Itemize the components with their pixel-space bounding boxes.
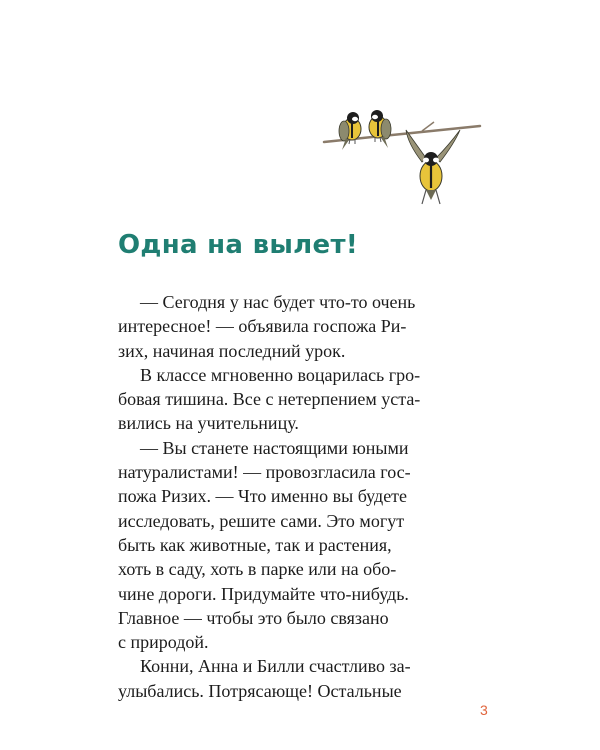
- text-line: быть как животные, так и растения,: [118, 534, 392, 555]
- text-line: с природой.: [118, 632, 209, 653]
- text-line: Конни, Анна и Билли счастливо за-: [140, 656, 411, 677]
- text-line: чине дороги. Придумайте что-нибудь.: [118, 583, 409, 604]
- text-line: В классе мгновенно воцарилась гро-: [140, 364, 421, 385]
- body-text: [118, 290, 488, 703]
- birds-on-branch-icon: [322, 104, 482, 212]
- text-line: хоть в саду, хоть в парке или на обо-: [118, 559, 397, 580]
- text-line: Главное — чтобы это было связано: [118, 607, 389, 628]
- text-line: бовая тишина. Все с нетерпением уста-: [118, 389, 421, 410]
- chapter-title: Одна на вылет!: [118, 230, 358, 260]
- text-line: улыбались. Потрясающе! Остальные: [118, 680, 402, 701]
- text-line: натуралистами! — провозгласила гос-: [118, 462, 411, 483]
- text-line: интересное! — объявила госпожа Ри-: [118, 316, 407, 337]
- text-line: — Вы станете настоящими юными: [140, 437, 409, 458]
- text-line: пожа Ризих. — Что именно вы будете: [118, 486, 408, 507]
- text-line: зих, начиная последний урок.: [118, 340, 346, 361]
- text-line: исследовать, решите сами. Это могут: [118, 510, 405, 531]
- text-line: вились на учительницу.: [118, 413, 299, 434]
- text-line: — Сегодня у нас будет что-то очень: [140, 292, 416, 312]
- page-number: 3: [480, 702, 488, 718]
